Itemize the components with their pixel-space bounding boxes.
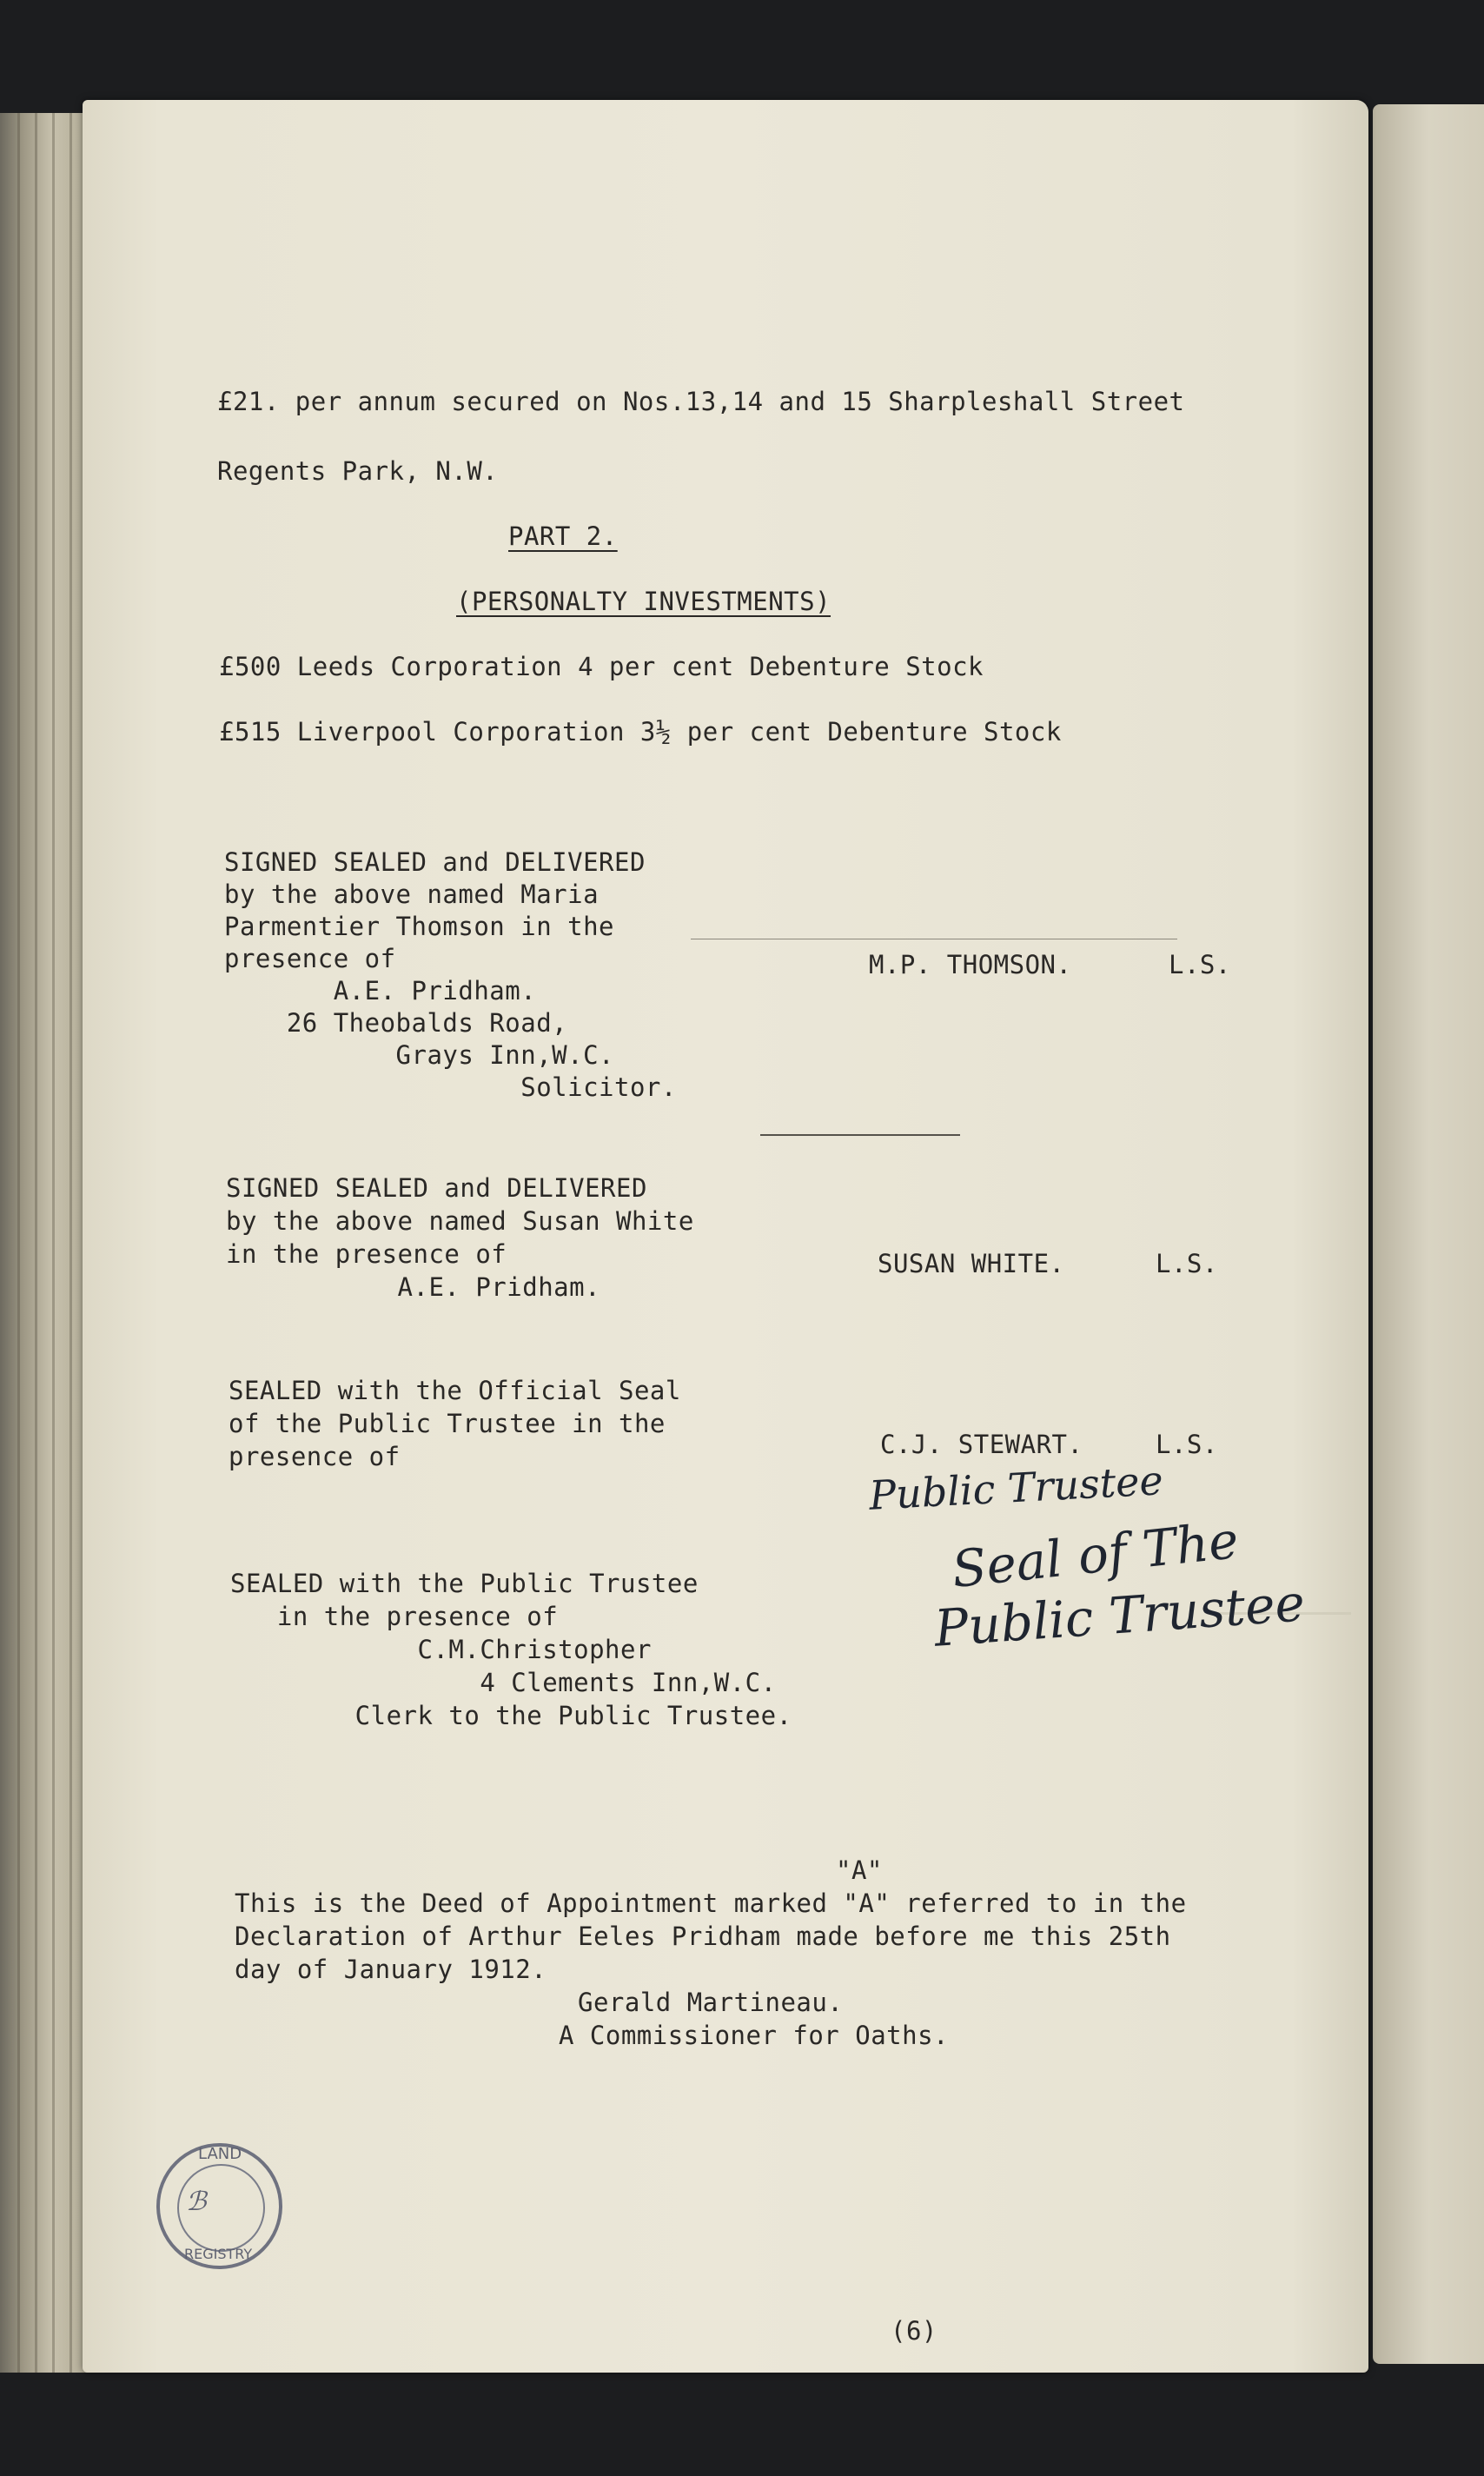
part-title: PART 2. [508, 521, 618, 551]
ls-mark: L.S. [1169, 950, 1231, 979]
block-line: Solicitor. [224, 1072, 677, 1102]
handwritten-seal-line1: Seal of The [949, 1510, 1242, 1600]
signatory-name: C.J. STEWART. [880, 1430, 1083, 1459]
block-line: Grays Inn,W.C. [224, 1040, 614, 1070]
exhibit-line: Declaration of Arthur Eeles Pridham made before me this 25th [235, 1922, 1171, 1951]
ls-mark: L.S. [1156, 1249, 1218, 1278]
commissioner-name: Gerald Martineau. [578, 1988, 844, 2017]
header-line: £21. per annum secured on Nos.13,14 and 15 Sharpleshall Street [217, 387, 1185, 416]
next-page-edge [1373, 104, 1484, 2364]
block-line: of the Public Trustee in the [229, 1409, 666, 1438]
investment-item: £500 Leeds Corporation 4 per cent Debenture Stock [219, 652, 984, 681]
ls-mark: L.S. [1156, 1430, 1218, 1459]
block-line: A.E. Pridham. [226, 1272, 601, 1302]
block-line: SIGNED SEALED and DELIVERED [226, 1173, 647, 1203]
handwritten-signature: Public Trustee [867, 1457, 1164, 1519]
block-line: presence of [224, 944, 396, 973]
block-line: in the presence of [230, 1602, 559, 1631]
part-subtitle: (PERSONALTY INVESTMENTS) [456, 587, 831, 616]
block-line: A.E. Pridham. [224, 976, 537, 1006]
block-line: by the above named Susan White [226, 1206, 694, 1236]
block-line: by the above named Maria [224, 880, 600, 909]
signatory-name: SUSAN WHITE. [878, 1249, 1065, 1278]
land-registry-stamp: LAND REGISTRY ℬ [156, 2143, 282, 2269]
handwritten-seal-line2: Public Trustee [932, 1573, 1307, 1658]
block-line: C.M.Christopher [230, 1635, 652, 1664]
exhibit-line: day of January 1912. [235, 1955, 547, 1984]
exhibit-mark: "A" [836, 1855, 883, 1885]
block-line: Clerk to the Public Trustee. [230, 1701, 792, 1730]
block-line: SEALED with the Public Trustee [230, 1569, 699, 1598]
section-divider [760, 1134, 960, 1136]
commissioner-title: A Commissioner for Oaths. [559, 2021, 949, 2050]
page-number: (6) [891, 2316, 937, 2346]
block-line: in the presence of [226, 1239, 507, 1269]
block-line: presence of [229, 1442, 401, 1471]
exhibit-line: This is the Deed of Appointment marked "A" referred to in the [235, 1889, 1187, 1918]
block-line: 4 Clements Inn,W.C. [230, 1668, 777, 1697]
signatory-name: M.P. THOMSON. [869, 950, 1072, 979]
block-line: 26 Theobalds Road, [224, 1008, 568, 1038]
header-line-2: Regents Park, N.W. [217, 456, 499, 486]
investment-item: £515 Liverpool Corporation 3½ per cent Debenture Stock [219, 717, 1062, 747]
block-line: SIGNED SEALED and DELIVERED [224, 847, 646, 877]
block-line: Parmentier Thomson in the [224, 912, 614, 941]
block-line: SEALED with the Official Seal [229, 1376, 681, 1405]
document-page [83, 100, 1368, 2373]
